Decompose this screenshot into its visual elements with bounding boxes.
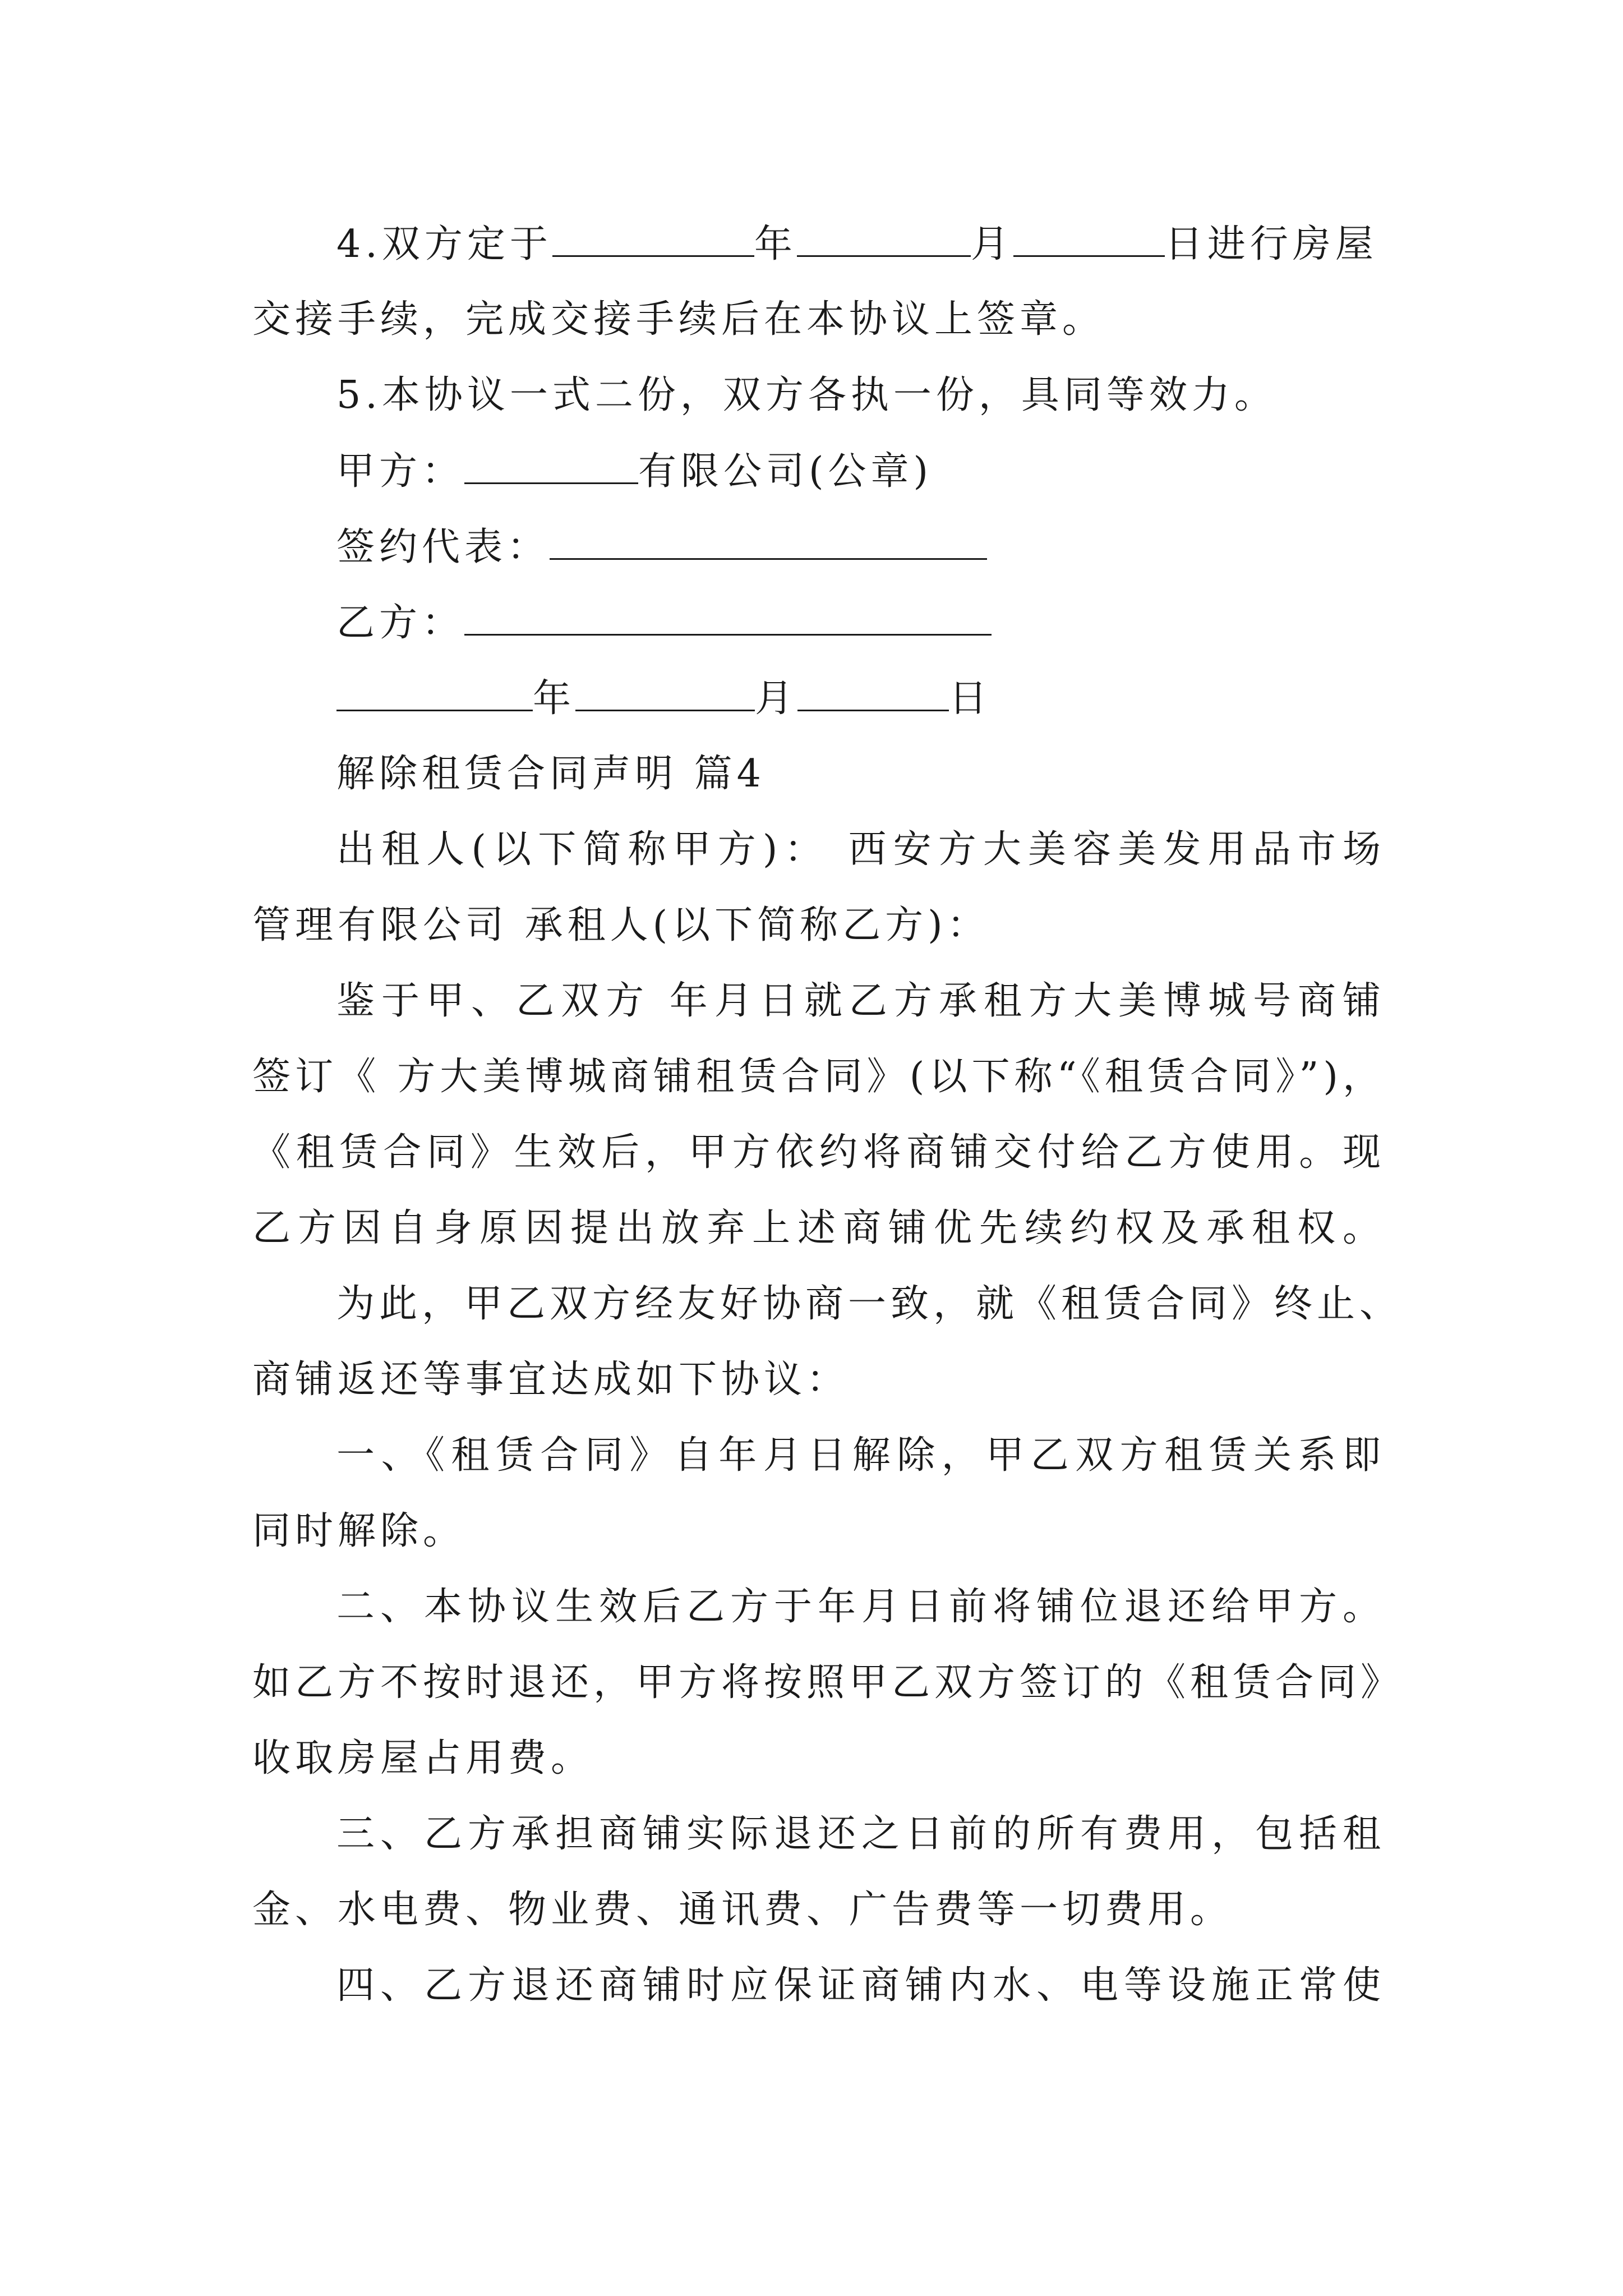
text-line: 《租赁合同》生效后，甲方依约将商铺交付给乙方使用。现 [252,1130,1385,1175]
text-line: 管理有限公司 承租人(以下简称乙方)： [252,903,990,947]
text-line: 鉴于甲、乙双方 年月日就乙方承租方大美博城号商铺 [336,979,1385,1023]
party-a-line: 甲方： 有限公司(公章) [336,443,1385,499]
blank-month [575,670,755,711]
blank-party-b [464,595,992,636]
blank-day [1013,216,1165,257]
text-line: 一、《租赁合同》自年月日解除，甲乙双方租赁关系即 [336,1433,1385,1478]
text-line: 商铺返还等事宜达成如下协议： [252,1358,850,1402]
text-line: 如乙方不按时退还，甲方将按照甲乙双方签订的《租赁合同》 [252,1660,1404,1705]
text-line-handover-date: 4.双方定于 年 月 日进行房屋 [336,216,1385,272]
text-line: 金、水电费、物业费、通讯费、广告费等一切费用。 [252,1888,1233,1932]
text-line: 三、乙方承担商铺实际退还之日前的所有费用，包括租 [336,1812,1385,1856]
blank-day [797,670,949,711]
party-b-line: 乙方： [336,595,1385,651]
blank-company [464,443,638,484]
section-heading: 解除租赁合同声明 篇4 [336,752,766,796]
text-line: 为此，甲乙双方经友好协商一致，就《租赁合同》终止、 [336,1282,1403,1326]
text-line: 交接手续，完成交接手续后在本协议上签章。 [252,297,1105,342]
text-line: 5.本协议一式二份，双方各执一份，具同等效力。 [336,373,1277,417]
text-line: 收取房屋占用费。 [252,1736,594,1780]
text-line: 出租人(以下简称甲方)： 西安方大美容美发用品市场 [336,827,1385,872]
text-line: 同时解除。 [252,1509,466,1553]
blank-month [797,216,971,257]
text-line: 乙方因自身原因提出放弃上述商铺优先续约权及承租权。 [252,1206,1385,1250]
text-line: 二、本协议生效后乙方于年月日前将铺位退还给甲方。 [336,1585,1385,1629]
blank-year [552,216,754,257]
text-line: 四、乙方退还商铺时应保证商铺内水、电等设施正常使 [336,1963,1385,2008]
text-line: 签订《 方大美博城商铺租赁合同》(以下称“《租赁合同》”)， [252,1055,1385,1099]
signing-representative-line: 签约代表： [336,519,1385,575]
blank-year [336,670,533,711]
signing-date-line: 年 月 日 [336,670,1385,726]
blank-representative [550,519,987,560]
